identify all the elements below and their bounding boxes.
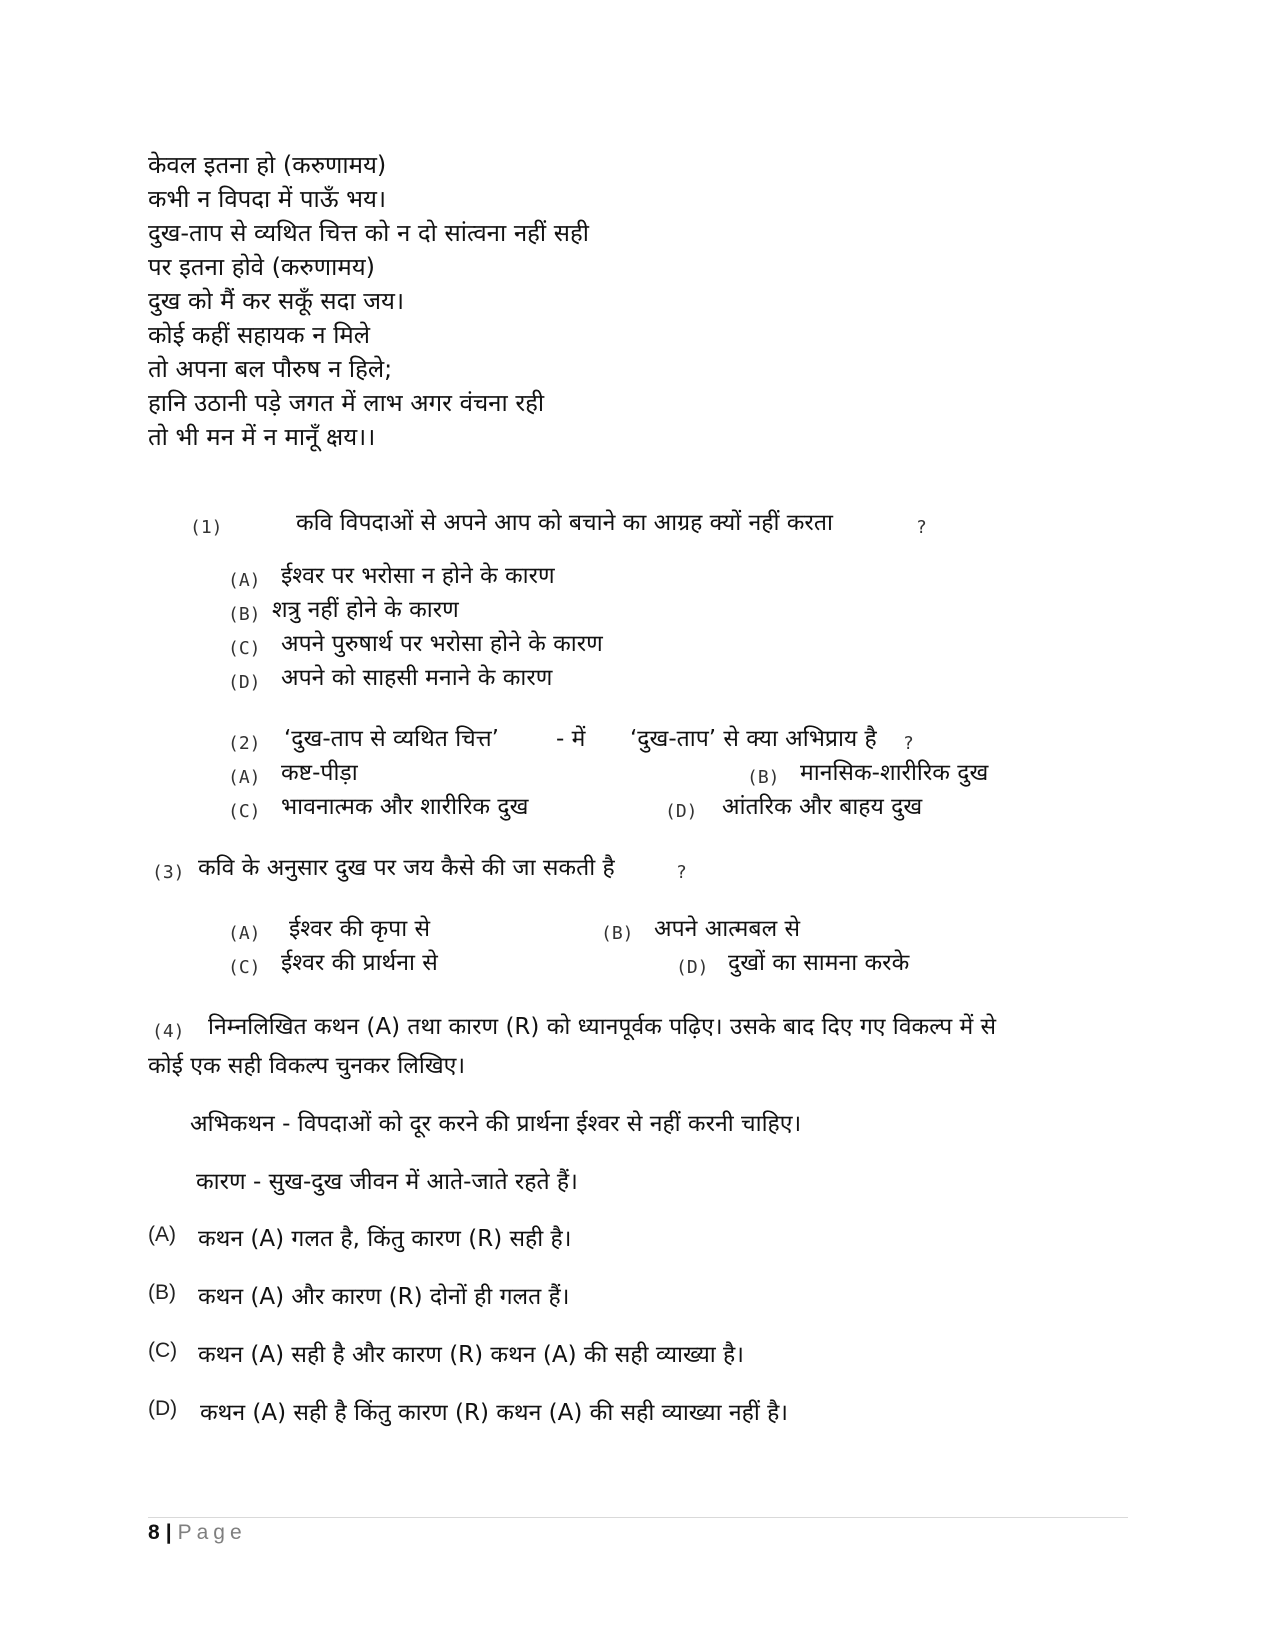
poem-line: हानि उठानी पड़े जगत में लाभ अगर वंचना रही xyxy=(148,389,545,417)
question-text: ‘दुख-ताप’ से क्या अभिप्राय है xyxy=(630,726,877,752)
option-label: (D) xyxy=(148,1397,178,1420)
question-text: ‘दुख-ताप से व्यथित चित्त’ xyxy=(284,726,499,752)
option-label: (D) xyxy=(665,801,698,822)
option-label: (C) xyxy=(148,1339,178,1362)
question-text: कोई एक सही विकल्प चुनकर लिखिए। xyxy=(148,1053,466,1079)
page-number: 8 xyxy=(148,1521,160,1544)
poem-line: दुख को मैं कर सकूँ सदा जय। xyxy=(148,287,405,315)
poem-line: केवल इतना हो (करुणामय) xyxy=(148,151,387,179)
option-text: कष्ट-पीड़ा xyxy=(281,760,358,786)
option-text: कथन (A) गलत है, किंतु कारण (R) सही है। xyxy=(198,1226,572,1252)
page-footer xyxy=(148,1521,247,1545)
assertion-statement: अभिकथन - विपदाओं को दूर करने की प्रार्थना ईश्वर से नहीं करनी चाहिए। xyxy=(190,1111,802,1137)
option-label: (A) xyxy=(228,570,261,591)
option-label: (B) xyxy=(148,1281,176,1304)
option-text: अपने को साहसी मनाने के कारण xyxy=(281,665,553,691)
option-text: आंतरिक और बाहय दुख xyxy=(722,794,923,820)
poem-line: तो भी मन में न मानूँ क्षय।। xyxy=(148,423,376,451)
option-label: (C) xyxy=(228,957,261,978)
poem-line: तो अपना बल पौरुष न हिले; xyxy=(148,355,393,383)
option-label: (A) xyxy=(148,1223,176,1246)
footer-divider xyxy=(148,1517,1128,1518)
question-text: कवि के अनुसार दुख पर जय कैसे की जा सकती है xyxy=(198,855,615,881)
option-text: अपने आत्मबल से xyxy=(654,916,801,942)
option-text: ईश्वर की कृपा से xyxy=(289,916,431,942)
poem-line: पर इतना होवे (करुणामय) xyxy=(148,253,375,281)
poem-line: कोई कहीं सहायक न मिले xyxy=(148,321,371,349)
option-label: (D) xyxy=(228,672,261,693)
page-label: Page xyxy=(177,1521,247,1544)
option-label: (C) xyxy=(228,801,261,822)
option-text: कथन (A) और कारण (R) दोनों ही गलत हैं। xyxy=(198,1284,570,1310)
question-number: (4) xyxy=(152,1021,185,1042)
reason-statement: कारण - सुख-दुख जीवन में आते-जाते रहते हैं। xyxy=(196,1169,578,1195)
question-mark: ? xyxy=(676,862,687,883)
question-mark: ? xyxy=(916,517,927,538)
option-text: शत्रु नहीं होने के कारण xyxy=(272,597,459,623)
footer-separator: | xyxy=(165,1521,172,1544)
option-label: (B) xyxy=(601,923,634,944)
question-mark: ? xyxy=(903,733,914,754)
poem-stanza xyxy=(148,148,589,454)
question-text: - में xyxy=(556,726,586,752)
question-text: कवि विपदाओं से अपने आप को बचाने का आग्रह क्यों नहीं करता xyxy=(296,510,833,536)
option-label: (C) xyxy=(228,638,261,659)
option-label: (A) xyxy=(228,923,261,944)
option-label: (B) xyxy=(228,604,261,625)
option-text: अपने पुरुषार्थ पर भरोसा होने के कारण xyxy=(281,631,603,657)
question-number: (3) xyxy=(152,862,185,883)
poem-line: कभी न विपदा में पाऊँ भय। xyxy=(148,185,387,213)
option-text: ईश्वर पर भरोसा न होने के कारण xyxy=(281,563,555,589)
option-text: भावनात्मक और शारीरिक दुख xyxy=(281,794,529,820)
poem-line: दुख-ताप से व्यथित चित्त को न दो सांत्वना नहीं सही xyxy=(148,219,589,247)
option-label: (A) xyxy=(228,767,261,788)
question-text: निम्नलिखित कथन (A) तथा कारण (R) को ध्यानपूर्वक पढ़िए। उसके बाद दिए गए विकल्प में से xyxy=(208,1014,997,1040)
option-text: कथन (A) सही है किंतु कारण (R) कथन (A) की सही व्याख्या नहीं है। xyxy=(200,1400,789,1426)
option-text: कथन (A) सही है और कारण (R) कथन (A) की सही व्याख्या है। xyxy=(198,1342,744,1368)
option-label: (D) xyxy=(676,957,709,978)
option-text: मानसिक-शारीरिक दुख xyxy=(800,760,989,786)
option-text: ईश्वर की प्रार्थना से xyxy=(281,950,438,976)
option-text: दुखों का सामना करके xyxy=(728,950,910,976)
question-number: (1) xyxy=(190,517,223,538)
question-number: (2) xyxy=(228,733,261,754)
option-label: (B) xyxy=(747,767,780,788)
